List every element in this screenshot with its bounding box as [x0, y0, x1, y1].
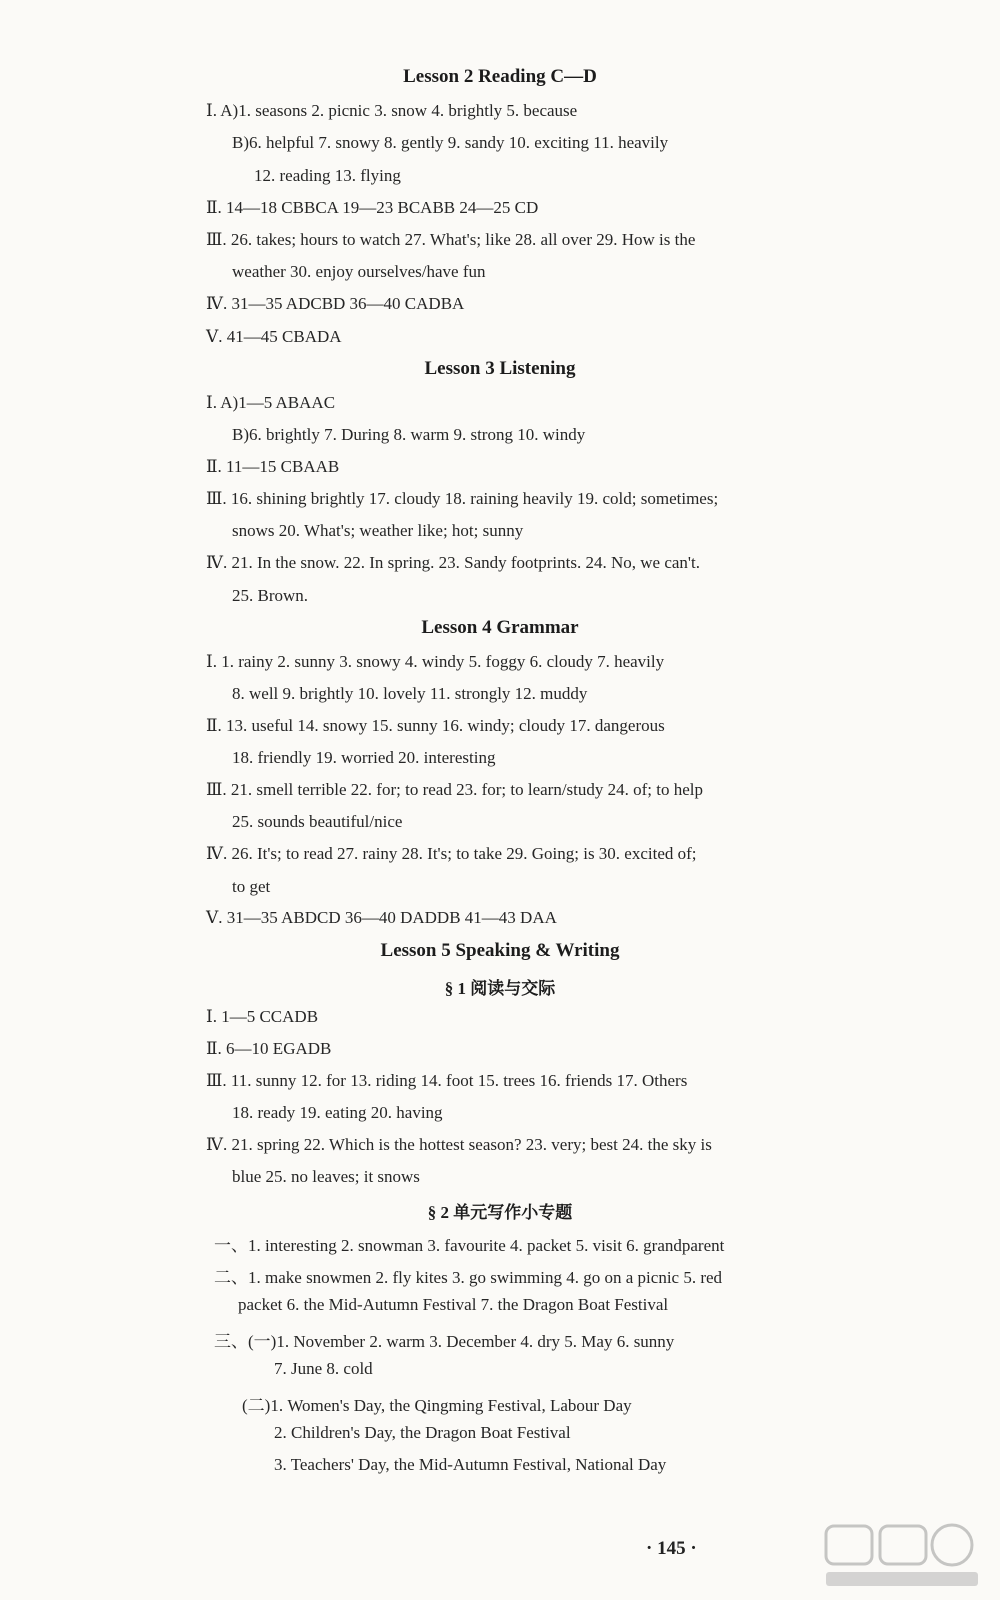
answer-line: 7. June 8. cold	[274, 1359, 373, 1378]
answer-line: Ⅱ. 6—10 EGADB	[206, 1039, 332, 1058]
answer-line: 一、1. interesting 2. snowman 3. favourite 4. packet 5. visit 6. grandparent	[214, 1236, 725, 1255]
answer-line: packet 6. the Mid-Autumn Festival 7. the Dragon Boat Festival	[238, 1295, 669, 1314]
lesson-2-heading: Lesson 2 Reading C—D	[403, 66, 597, 87]
answer-line: Ⅰ. 1. rainy 2. sunny 3. snowy 4. windy 5. foggy 6. cloudy 7. heavily	[206, 652, 665, 671]
answer-line: (二)1. Women's Day, the Qingming Festival, Labour Day	[242, 1396, 632, 1415]
answer-line: Ⅴ. 41—45 CBADA	[206, 327, 342, 346]
answer-line: snows 20. What's; weather like; hot; sunny	[232, 521, 524, 540]
answer-line: Ⅰ. A)1—5 ABAAC	[206, 393, 336, 412]
answer-line: Ⅱ. 11—15 CBAAB	[206, 457, 340, 476]
answer-line: 12. reading 13. flying	[254, 166, 401, 185]
answer-line: 8. well 9. brightly 10. lovely 11. strongly 12. muddy	[232, 684, 588, 703]
lesson-5-heading: Lesson 5 Speaking & Writing	[380, 940, 620, 961]
answer-line: 18. friendly 19. worried 20. interesting	[232, 748, 496, 767]
section-2-subheading: § 2 单元写作小专题	[427, 1203, 573, 1222]
answer-line: 3. Teachers' Day, the Mid-Autumn Festival, National Day	[274, 1455, 667, 1474]
answer-line: weather 30. enjoy ourselves/have fun	[232, 262, 486, 281]
answer-line: Ⅱ. 13. useful 14. snowy 15. sunny 16. windy; cloudy 17. dangerous	[206, 716, 665, 735]
answer-line: 2. Children's Day, the Dragon Boat Festival	[274, 1423, 571, 1442]
answer-line: Ⅴ. 31—35 ABDCD 36—40 DADDB 41—43 DAA	[206, 908, 557, 927]
lesson-3-heading: Lesson 3 Listening	[424, 358, 576, 379]
lesson-4-heading: Lesson 4 Grammar	[421, 617, 579, 638]
answer-line: Ⅳ. 21. spring 22. Which is the hottest season? 23. very; best 24. the sky is	[206, 1135, 712, 1154]
answer-line: 18. ready 19. eating 20. having	[232, 1103, 443, 1122]
answer-line: 二、1. make snowmen 2. fly kites 3. go swimming 4. go on a picnic 5. red	[214, 1268, 723, 1287]
section-1-subheading: § 1 阅读与交际	[444, 979, 556, 998]
answer-line: Ⅲ. 16. shining brightly 17. cloudy 18. raining heavily 19. cold; sometimes;	[206, 489, 719, 508]
answer-line: 25. Brown.	[232, 586, 309, 605]
answer-line: Ⅳ. 31—35 ADCBD 36—40 CADBA	[206, 294, 465, 313]
answer-line: Ⅳ. 21. In the snow. 22. In spring. 23. Sandy footprints. 24. No, we can't.	[206, 553, 700, 572]
answer-line: B)6. helpful 7. snowy 8. gently 9. sandy 10. exciting 11. heavily	[232, 133, 669, 152]
watermark-logo	[822, 1520, 982, 1590]
answer-line: 25. sounds beautiful/nice	[232, 812, 403, 831]
answer-line: Ⅱ. 14—18 CBBCA 19—23 BCABB 24—25 CD	[206, 198, 539, 217]
answer-line: Ⅳ. 26. It's; to read 27. rainy 28. It's; to take 29. Going; is 30. excited of;	[206, 844, 697, 863]
answer-line: 三、(一)1. November 2. warm 3. December 4. dry 5. May 6. sunny	[214, 1332, 675, 1351]
answer-line: Ⅲ. 26. takes; hours to watch 27. What's; like 28. all over 29. How is the	[206, 230, 696, 249]
answer-line: B)6. brightly 7. During 8. warm 9. strong 10. windy	[232, 425, 586, 444]
answer-line: Ⅲ. 21. smell terrible 22. for; to read 23. for; to learn/study 24. of; to help	[206, 780, 704, 799]
answer-line: Ⅲ. 11. sunny 12. for 13. riding 14. foot 15. trees 16. friends 17. Others	[206, 1071, 688, 1090]
answer-line: blue 25. no leaves; it snows	[232, 1167, 420, 1186]
answer-line: to get	[232, 877, 271, 896]
answer-line: Ⅰ. 1—5 CCADB	[206, 1007, 319, 1026]
answer-line: Ⅰ. A)1. seasons 2. picnic 3. snow 4. brightly 5. because	[206, 101, 578, 120]
page-number: · 145 ·	[646, 1538, 697, 1559]
